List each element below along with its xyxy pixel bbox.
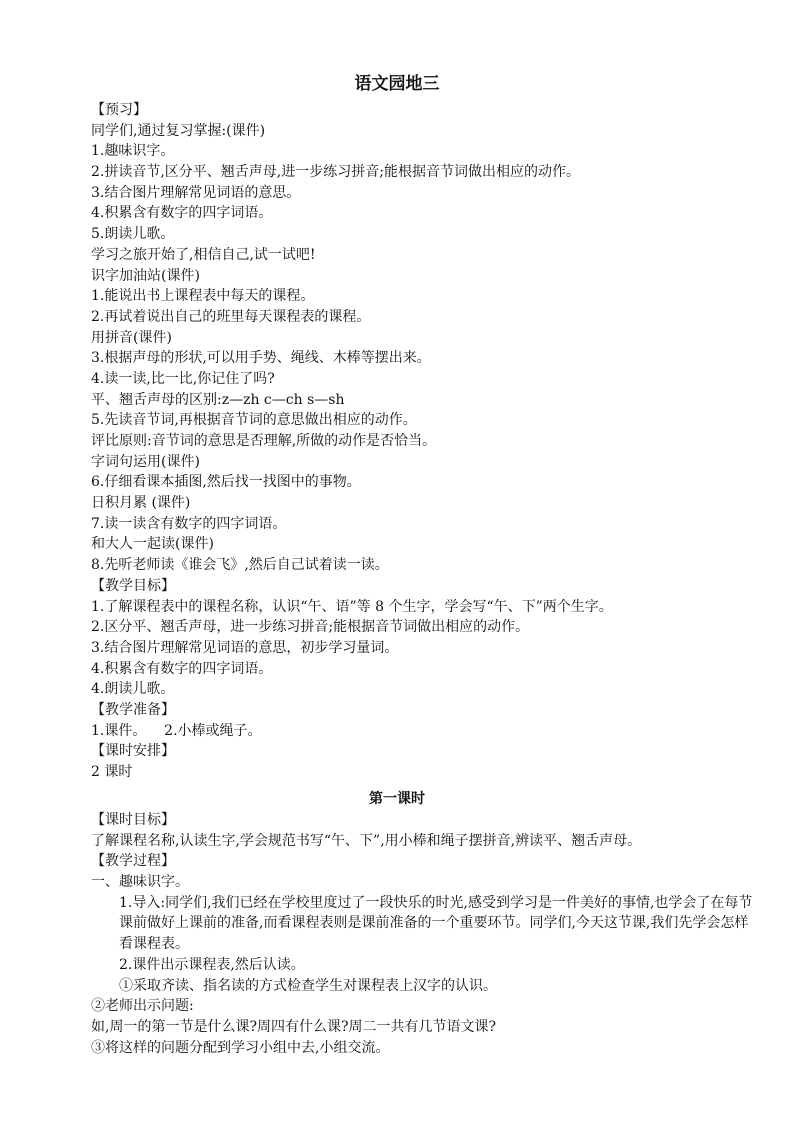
heading-process: 【教学过程】 [91, 853, 175, 870]
text-line: ①采取齐读、指名读的方式检查学生对课程表上汉字的认识。 [119, 977, 497, 994]
text-line: ②老师出示问题: [91, 998, 194, 1015]
text-line: 4.积累含有数字的四字词语。 [91, 205, 273, 222]
text-line: 4.读一读,比一比,你记住了吗? [91, 370, 275, 387]
heading-goals: 【教学目标】 [91, 577, 175, 594]
text-line: 5.朗读儿歌。 [91, 226, 175, 243]
text-line: 4.积累含有数字的四字词语。 [91, 660, 273, 677]
text-line: 识字加油站(课件) [91, 267, 200, 284]
text-line: 2.拼读音节,区分平、翘舌声母,进一步练习拼音;能根据音节词做出相应的动作。 [91, 164, 580, 181]
text-line: 8.先听老师读《谁会飞》,然后自己试着读一读。 [91, 557, 389, 574]
text-line: 2.课件出示课程表,然后认读。 [119, 956, 305, 973]
section-lesson-one [91, 810, 754, 1058]
text-line: 3.结合图片理解常见词语的意思。 [91, 184, 301, 201]
text-line: 5.先读音节词,再根据音节词的意思做出相应的动作。 [91, 412, 417, 429]
text-line: 一、趣味识字。 [91, 874, 189, 891]
text-line: 1.课件。 2.小棒或绳子。 [91, 722, 262, 739]
text-line: 日积月累 (课件) [91, 495, 191, 512]
text-line: 2.区分平、翘舌声母，进一步练习拼音;能根据音节词做出相应的动作。 [91, 619, 530, 636]
lesson-subtitle: 第一课时 [369, 791, 425, 807]
text-line: 6.仔细看课本插图,然后找一找图中的事物。 [91, 474, 361, 491]
page-title: 语文园地三 [354, 74, 440, 94]
text-line: 7.读一读含有数字的四字词语。 [91, 515, 287, 532]
text-line: 平、翘舌声母的区别:z—zh c—ch s—sh [91, 391, 345, 408]
text-line: 2 课时 [91, 764, 133, 780]
heading-schedule: 【课时安排】 [91, 743, 175, 760]
heading-lesson-goals: 【课时目标】 [91, 812, 175, 828]
text-line: 2.再试着说出自己的班里每天课程表的课程。 [91, 308, 371, 325]
text-line: 如,周一的第一节是什么课?周四有什么课?周二一共有几节语文课? [91, 1018, 496, 1035]
text-line: 4.朗读儿歌。 [91, 681, 175, 698]
text-line: ③将这样的问题分配到学习小组中去,小组交流。 [91, 1039, 390, 1056]
text-line: 1.了解课程表中的课程名称，认识“午、语”等 8 个生字，学会写“午、下”两个生字。 [91, 598, 613, 615]
paragraph-intro: 1.导入:同学们,我们已经在学校里度过了一段快乐的时光,感受到学习是一件美好的事情,也学会了在每节课前做好上课前的准备,而看课程表则是课前准备的一个重要环节。同学们,今天这节课,我们先学会怎样看课程表。 [119, 894, 753, 953]
text-line: 3.根据声母的形状,可以用手势、绳线、木棒等摆出来。 [91, 350, 431, 367]
text-line: 同学们,通过复习掌握:(课件) [91, 122, 266, 139]
text-line: 用拼音(课件) [91, 329, 172, 346]
text-line: 3.结合图片理解常见词语的意思，初步学习量词。 [91, 639, 399, 656]
text-line: 字词句运用(课件) [91, 453, 200, 470]
section-preview [91, 100, 754, 783]
text-line: 了解课程名称,认读生字,学会规范书写“午、下”,用小棒和绳子摆拼音,辨读平、翘舌声母。 [91, 832, 642, 849]
text-line: 1.能说出书上课程表中每天的课程。 [91, 288, 315, 305]
text-line: 和大人一起读(课件) [91, 536, 214, 553]
text-line: 1.趣味识字。 [91, 143, 175, 160]
heading-preparation: 【教学准备】 [91, 701, 175, 718]
text-line: 评比原则:音节词的意思是否理解,所做的动作是否恰当。 [91, 433, 437, 449]
heading-preview: 【预习】 [91, 102, 147, 118]
text-line: 学习之旅开始了,相信自己,试一试吧! [91, 246, 316, 263]
